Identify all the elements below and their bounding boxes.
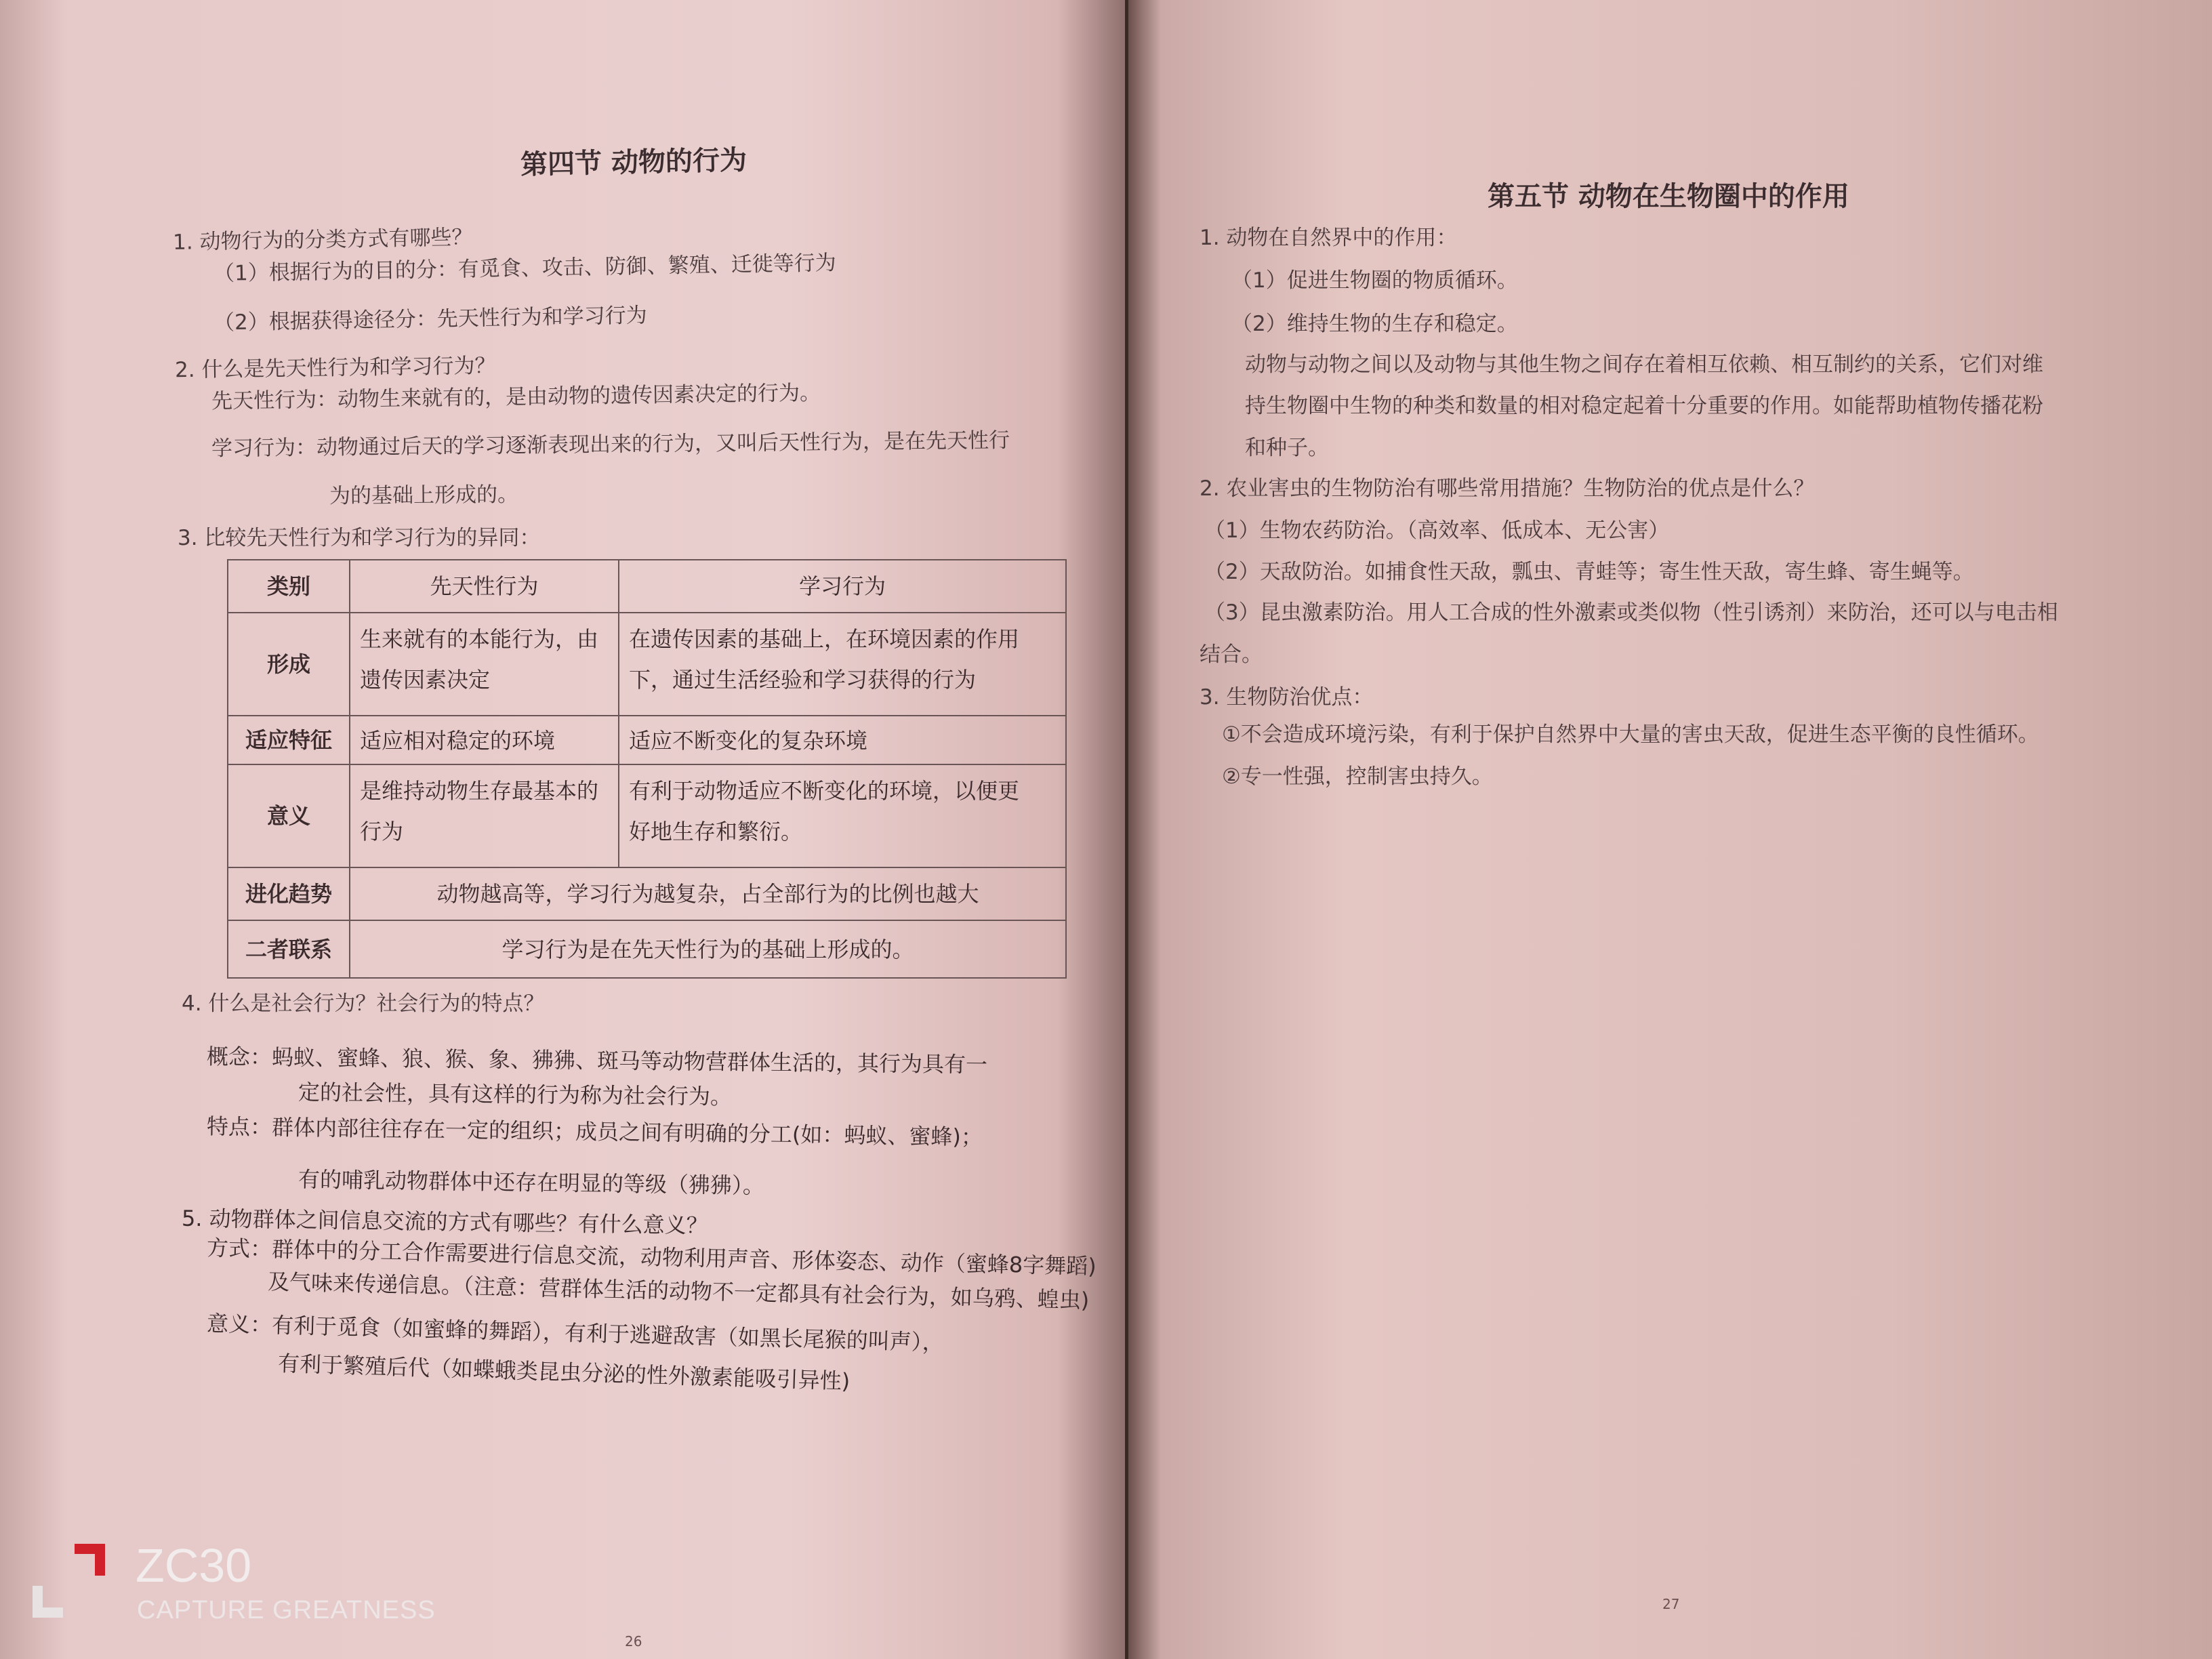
table-cell: 适应不断变化的复杂环境 bbox=[619, 716, 1065, 765]
table-row-label: 形成 bbox=[228, 613, 350, 716]
left-q3: 3. 比较先天性行为和学习行为的异同： bbox=[178, 526, 541, 550]
left-page-title: 第四节 动物的行为 bbox=[520, 144, 747, 181]
left-q5-answer-2-line-1: 意义：有利于觅食（如蜜蜂的舞蹈），有利于逃避敌害（如黑长尾猴的叫声）， bbox=[206, 1310, 945, 1356]
right-page bbox=[1128, 0, 2212, 1659]
right-page-title: 第五节 动物在生物圈中的作用 bbox=[1488, 181, 1849, 212]
right-q2-answer-3-line-2: 结合。 bbox=[1200, 642, 1263, 667]
table-row-label: 适应特征 bbox=[228, 716, 350, 765]
left-page-number: 26 bbox=[625, 1633, 642, 1650]
right-q1-para-line-1: 动物与动物之间以及动物与其他生物之间存在着相互依赖、相互制约的关系，它们对维 bbox=[1245, 352, 2043, 377]
right-q3-answer-2: ②专一性强，控制害虫持久。 bbox=[1222, 764, 1493, 789]
table-cell-line: 好地生存和繁衍。 bbox=[629, 819, 803, 844]
right-q2-answer-2: （2）天敌防治。如捕食性天敌，瓢虫、青蛙等；寄生性天敌，寄生蜂、寄生蝇等。 bbox=[1204, 560, 1974, 584]
left-q4: 4. 什么是社会行为？社会行为的特点？ bbox=[182, 991, 545, 1016]
right-q1: 1. 动物在自然界中的作用： bbox=[1200, 226, 1458, 250]
left-q1: 1. 动物行为的分类方式有哪些？ bbox=[172, 225, 473, 255]
left-q1-answer-1: （1）根据行为的目的分：有觅食、攻击、防御、繁殖、迁徙等行为 bbox=[213, 250, 837, 287]
table-cell-line: 生来就有的本能行为，由 bbox=[360, 626, 599, 652]
table-cell bbox=[619, 765, 1065, 868]
table-cell: 适应相对稳定的环境 bbox=[350, 716, 619, 765]
watermark-brand: ZC30 bbox=[136, 1539, 252, 1592]
right-q1-answer-2: （2）维持生物的生存和稳定。 bbox=[1231, 312, 1518, 336]
table-cell bbox=[350, 613, 619, 716]
left-q5-answer-1-line-1: 方式：群体中的分工合作需要进行信息交流，动物利用声音、形体姿态、动作（蜜蜂8字舞蹈) bbox=[206, 1235, 1097, 1279]
left-q4-answer-1-line-2: 定的社会性，具有这样的行为称为社会行为。 bbox=[298, 1079, 733, 1110]
table-row-label: 二者联系 bbox=[228, 921, 350, 977]
table-cell: 学习行为是在先天性行为的基础上形成的。 bbox=[501, 936, 914, 962]
table-row-label: 意义 bbox=[228, 765, 350, 868]
table-cell-line: 有利于动物适应不断变化的环境，以便更 bbox=[629, 778, 1020, 804]
left-q4-answer-2-line-1: 特点：群体内部往往存在一定的组织；成员之间有明确的分工(如：蚂蚁、蜜蜂)； bbox=[206, 1113, 983, 1150]
right-q1-answer-1: （1）促进生物圈的物质循环。 bbox=[1231, 268, 1518, 293]
table-cell-line: 在遗传因素的基础上，在环境因素的作用 bbox=[629, 626, 1020, 652]
right-q1-para-line-3: 和种子。 bbox=[1245, 436, 1329, 460]
table-cell: 动物越高等，学习行为越复杂，占全部行为的比例也越大 bbox=[350, 868, 1065, 921]
right-q2-answer-1: （1）生物农药防治。（高效率、低成本、无公害） bbox=[1204, 518, 1670, 543]
right-q3: 3. 生物防治优点： bbox=[1200, 685, 1374, 710]
table-row-label: 进化趋势 bbox=[228, 868, 350, 921]
right-q3-answer-1: ①不会造成环境污染，有利于保护自然界中大量的害虫天敌，促进生态平衡的良性循环。 bbox=[1222, 722, 2039, 747]
left-q2: 2. 什么是先天性行为和学习行为？ bbox=[174, 353, 496, 383]
table-header-learned: 学习行为 bbox=[619, 560, 1065, 613]
left-q4-answer-1-line-1: 概念：蚂蚁、蜜蜂、狼、猴、象、狒狒、斑马等动物营群体生活的，其行为具有一 bbox=[206, 1043, 988, 1078]
table-cell-line: 行为 bbox=[360, 819, 404, 844]
left-q2-answer-2-line-1: 学习行为：动物通过后天的学习逐渐表现出来的行为，又叫后天性行为，是在先天性行 bbox=[211, 428, 1010, 462]
table-cell-line: 遗传因素决定 bbox=[360, 667, 491, 693]
watermark-tagline: CAPTURE GREATNESS bbox=[137, 1596, 436, 1624]
left-q2-answer-2-line-2: 为的基础上形成的。 bbox=[329, 482, 519, 509]
right-q1-para-line-2: 持生物圈中生物的种类和数量的相对稳定起着十分重要的作用。如能帮助植物传播花粉 bbox=[1245, 394, 2043, 418]
right-q2-answer-3-line-1: （3）昆虫激素防治。用人工合成的性外激素或类似物（性引诱剂）来防治，还可以与电击相 bbox=[1204, 600, 2058, 625]
table-header-innate: 先天性行为 bbox=[350, 560, 619, 613]
table-cell-line: 是维持动物生存最基本的 bbox=[360, 778, 599, 804]
right-page-number: 27 bbox=[1662, 1596, 1680, 1612]
left-q5-answer-1-line-2: 及气味来传递信息。（注意：营群体生活的动物不一定都具有社会行为，如乌鸦、蝗虫) bbox=[267, 1269, 1090, 1313]
camera-logo-icon bbox=[27, 1538, 108, 1626]
left-q4-answer-2-line-2: 有的哺乳动物群体中还存在明显的等级（狒狒）。 bbox=[298, 1166, 765, 1199]
table-cell bbox=[619, 613, 1065, 716]
left-q5: 5. 动物群体之间信息交流的方式有哪些？有什么意义？ bbox=[181, 1205, 708, 1239]
right-q2: 2. 农业害虫的生物防治有哪些常用措施？生物防治的优点是什么？ bbox=[1200, 476, 1815, 501]
left-q5-answer-2-line-2: 有利于繁殖后代（如蝶蛾类昆虫分泌的性外激素能吸引异性) bbox=[277, 1350, 851, 1395]
left-q1-answer-2: （2）根据获得途径分：先天性行为和学习行为 bbox=[213, 303, 648, 335]
table-cell bbox=[350, 765, 619, 868]
left-q2-answer-1: 先天性行为：动物生来就有的，是由动物的遗传因素决定的行为。 bbox=[211, 380, 821, 414]
comparison-table bbox=[227, 559, 1067, 979]
table-cell-line: 下，通过生活经验和学习获得的行为 bbox=[629, 667, 977, 693]
table-header-category: 类别 bbox=[228, 560, 350, 613]
